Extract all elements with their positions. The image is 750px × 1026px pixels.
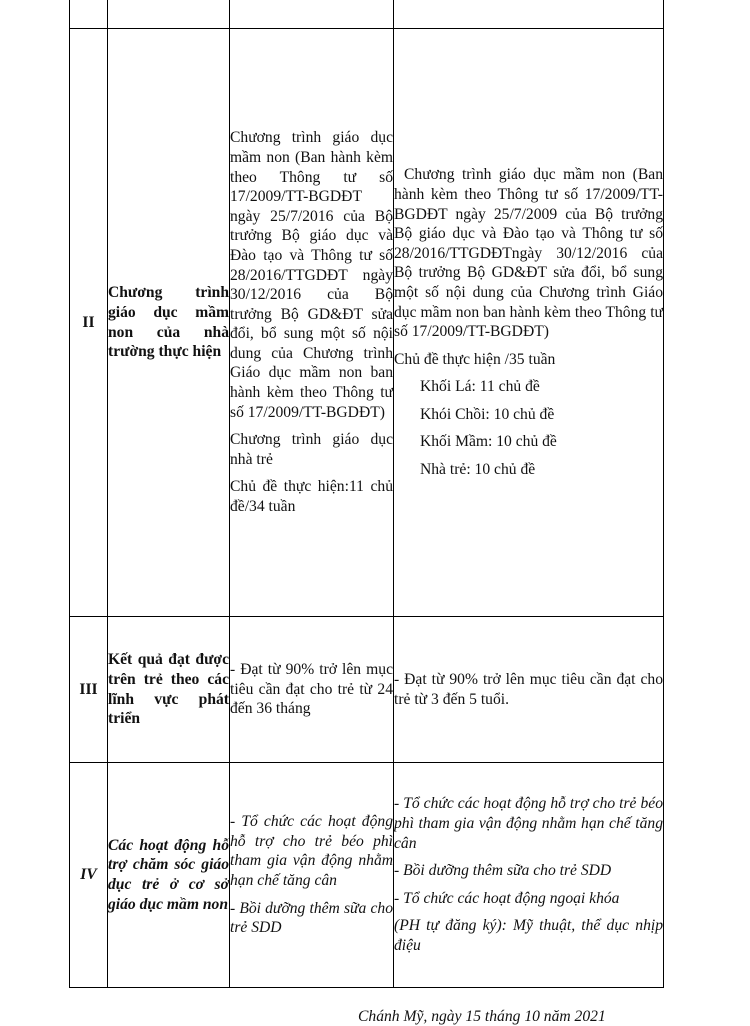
kindergarten-result-text: - Đạt từ 90% trở lên mục tiêu cần đạt cho trẻ từ 3 đến 5 tuổi. [394,670,663,708]
kindergarten-cell [394,29,664,617]
creche-cell [230,29,394,617]
creche-cell [230,763,394,988]
creche-program-text: Chương trình giáo dục nhà trẻ [230,431,393,468]
program-table [69,0,664,988]
creche-cell [230,617,394,763]
kindergarten-cell [394,617,664,763]
date-line: Chánh Mỹ, ngày 15 tháng 10 năm 2021 [358,1008,606,1025]
group-item: Khối Lá: 11 chủ đề [420,378,540,396]
kindergarten-cell [394,763,664,988]
row-number: III [70,617,108,763]
kindergarten-topics-text: Chủ đề thực hiện /35 tuần [394,350,556,368]
support-item: (PH tự đăng ký): Mỹ thuật, thể dục nhịp điệu [394,917,663,954]
nursery-program-text: Chương trình giáo dục mầm non (Ban hành kèm theo Thông tư số 17/2009/TT-BGDĐT ngày 25/7/2016 của Bộ trưởng Bộ giáo dục và Đào tạo và Thông tư số 28/2016/TTGDĐT ngày 30/12/2016 của Bộ trưởng Bộ GD&ĐT sửa đổi, bổ sung một số nội dung của Chương trình Giáo dục mầm non ban hành kèm theo Thông tư số 17/2009/TT-BGDĐT) [230,129,393,421]
row-label: Các hoạt động hỗ trợ chăm sóc giáo dục trẻ ở cơ sở giáo dục mầm non [108,763,230,988]
table-row-IV [70,763,664,988]
creche-topics-text: Chủ đề thực hiện:11 chủ đề/34 tuần [230,478,393,516]
row-label: Kết quả đạt được trên trẻ theo các lĩnh vực phát triển [108,617,230,763]
support-item: - Tổ chức các hoạt động hỗ trợ cho trẻ béo phì tham gia vận động nhằm hạn chế tăng cân [230,813,393,889]
row-label: Chương trình giáo dục mầm non của nhà trường thực hiện [108,29,230,617]
row-number: II [70,29,108,617]
group-item: Nhà trẻ: 10 chủ đề [420,461,536,479]
table-row-III [70,617,664,763]
table-row-II [70,29,664,617]
support-item: - Bồi dưỡng thêm sữa cho trẻ SDD [394,862,612,880]
support-item: - Tổ chức các hoạt động ngoại khóa [394,889,620,907]
support-item: - Tổ chức các hoạt động hỗ trợ cho trẻ béo phì tham gia vận động nhằm hạn chế tăng cân [394,795,663,852]
table-row-continued [70,0,664,29]
group-item: Khối Mầm: 10 chủ đề [420,433,557,451]
group-item: Khói Chồi: 10 chủ đề [420,405,555,423]
row-number: IV [70,763,108,988]
creche-result-text: - Đạt từ 90% trở lên mục tiêu cần đạt cho trẻ từ 24 đến 36 tháng [230,661,393,718]
kindergarten-program-text: Chương trình giáo dục mầm non (Ban hành kèm theo Thông tư số 17/2009/TT-BGDĐT ngày 25/7/2009 của Bộ trưởng Bộ giáo dục và Đào tạo và Thông tư số 28/2016/TTGDĐTngày 30/12/2016 của Bộ trưởng Bộ GD&ĐT sửa đổi, bổ sung một số nội dung của Chương trình Giáo dục mầm non ban hành kèm theo Thông tư số 17/2009/TT-BGDĐT) [394,166,663,341]
support-item: - Bồi dưỡng thêm sữa cho trẻ SDD [230,899,393,937]
